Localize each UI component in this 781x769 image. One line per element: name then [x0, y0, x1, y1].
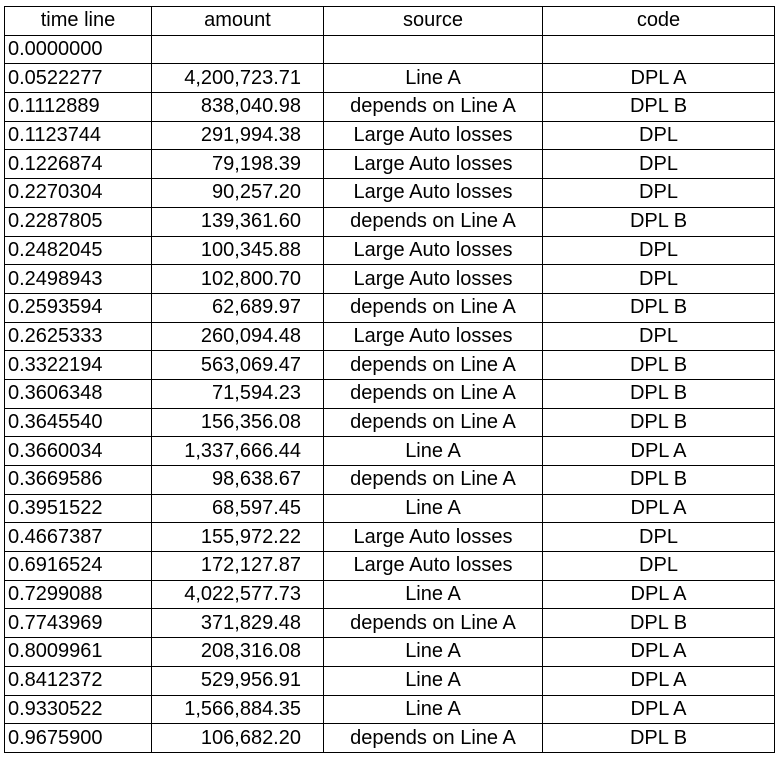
cell-amount: 1,566,884.35	[152, 695, 324, 724]
cell-time-line: 0.2287805	[5, 207, 152, 236]
cell-amount: 90,257.20	[152, 179, 324, 208]
table-row	[5, 466, 775, 495]
cell-amount: 838,040.98	[152, 93, 324, 122]
cell-amount: 1,337,666.44	[152, 437, 324, 466]
table-row	[5, 322, 775, 351]
cell-amount: 529,956.91	[152, 666, 324, 695]
cell-source: Line A	[324, 64, 543, 93]
cell-code: DPL B	[543, 609, 775, 638]
cell-source: Large Auto losses	[324, 236, 543, 265]
cell-time-line: 0.2593594	[5, 293, 152, 322]
header-code: code	[543, 7, 775, 36]
cell-source: Large Auto losses	[324, 552, 543, 581]
cell-source: depends on Line A	[324, 351, 543, 380]
cell-code: DPL B	[543, 207, 775, 236]
table-row	[5, 638, 775, 667]
cell-code: DPL A	[543, 437, 775, 466]
header-time-line: time line	[5, 7, 152, 36]
cell-amount: 4,022,577.73	[152, 580, 324, 609]
cell-source: depends on Line A	[324, 379, 543, 408]
cell-code: DPL	[543, 265, 775, 294]
data-table	[4, 6, 775, 753]
cell-code: DPL B	[543, 466, 775, 495]
cell-amount: 156,356.08	[152, 408, 324, 437]
cell-source: Line A	[324, 437, 543, 466]
table-row	[5, 408, 775, 437]
cell-amount: 291,994.38	[152, 121, 324, 150]
cell-amount	[152, 35, 324, 64]
cell-code: DPL B	[543, 379, 775, 408]
cell-source: Large Auto losses	[324, 322, 543, 351]
table-row	[5, 293, 775, 322]
cell-source: depends on Line A	[324, 609, 543, 638]
cell-time-line: 0.9675900	[5, 724, 152, 753]
cell-time-line: 0.1226874	[5, 150, 152, 179]
table-row	[5, 379, 775, 408]
cell-code: DPL A	[543, 666, 775, 695]
cell-amount: 102,800.70	[152, 265, 324, 294]
table-row	[5, 150, 775, 179]
cell-source: Large Auto losses	[324, 150, 543, 179]
cell-code: DPL	[543, 121, 775, 150]
table-row	[5, 494, 775, 523]
cell-time-line: 0.0522277	[5, 64, 152, 93]
cell-code: DPL B	[543, 408, 775, 437]
cell-amount: 100,345.88	[152, 236, 324, 265]
cell-code: DPL	[543, 179, 775, 208]
cell-amount: 139,361.60	[152, 207, 324, 236]
table-row	[5, 695, 775, 724]
table-row	[5, 93, 775, 122]
cell-time-line: 0.7743969	[5, 609, 152, 638]
header-source: source	[324, 7, 543, 36]
table-row	[5, 121, 775, 150]
data-table-container	[4, 6, 775, 753]
cell-time-line: 0.3669586	[5, 466, 152, 495]
cell-code: DPL	[543, 322, 775, 351]
cell-time-line: 0.2625333	[5, 322, 152, 351]
cell-amount: 208,316.08	[152, 638, 324, 667]
cell-time-line: 0.3322194	[5, 351, 152, 380]
table-row	[5, 179, 775, 208]
cell-code: DPL A	[543, 64, 775, 93]
cell-amount: 79,198.39	[152, 150, 324, 179]
cell-amount: 260,094.48	[152, 322, 324, 351]
cell-amount: 106,682.20	[152, 724, 324, 753]
cell-code: DPL A	[543, 494, 775, 523]
cell-source	[324, 35, 543, 64]
cell-code: DPL	[543, 236, 775, 265]
table-row	[5, 207, 775, 236]
cell-time-line: 0.2270304	[5, 179, 152, 208]
cell-source: depends on Line A	[324, 93, 543, 122]
table-row	[5, 552, 775, 581]
cell-source: Large Auto losses	[324, 523, 543, 552]
cell-code: DPL A	[543, 638, 775, 667]
cell-amount: 371,829.48	[152, 609, 324, 638]
cell-source: depends on Line A	[324, 724, 543, 753]
cell-amount: 563,069.47	[152, 351, 324, 380]
cell-time-line: 0.1112889	[5, 93, 152, 122]
cell-source: Line A	[324, 494, 543, 523]
cell-code: DPL B	[543, 293, 775, 322]
cell-source: Large Auto losses	[324, 265, 543, 294]
header-amount: amount	[152, 7, 324, 36]
cell-code: DPL	[543, 150, 775, 179]
table-row	[5, 580, 775, 609]
table-row	[5, 265, 775, 294]
cell-time-line: 0.3951522	[5, 494, 152, 523]
cell-time-line: 0.3645540	[5, 408, 152, 437]
cell-time-line: 0.8009961	[5, 638, 152, 667]
table-row	[5, 35, 775, 64]
cell-code: DPL A	[543, 695, 775, 724]
cell-source: depends on Line A	[324, 408, 543, 437]
table-row	[5, 437, 775, 466]
cell-source: Line A	[324, 695, 543, 724]
header-row	[5, 7, 775, 36]
table-row	[5, 236, 775, 265]
table-row	[5, 724, 775, 753]
cell-source: Line A	[324, 666, 543, 695]
table-body	[5, 35, 775, 752]
table-row	[5, 351, 775, 380]
cell-code: DPL B	[543, 93, 775, 122]
table-row	[5, 609, 775, 638]
cell-time-line: 0.7299088	[5, 580, 152, 609]
cell-time-line: 0.2498943	[5, 265, 152, 294]
cell-amount: 98,638.67	[152, 466, 324, 495]
cell-source: Large Auto losses	[324, 121, 543, 150]
cell-time-line: 0.9330522	[5, 695, 152, 724]
cell-time-line: 0.6916524	[5, 552, 152, 581]
cell-time-line: 0.4667387	[5, 523, 152, 552]
cell-source: depends on Line A	[324, 466, 543, 495]
cell-time-line: 0.1123744	[5, 121, 152, 150]
cell-time-line: 0.0000000	[5, 35, 152, 64]
cell-code	[543, 35, 775, 64]
cell-code: DPL B	[543, 351, 775, 380]
cell-source: Line A	[324, 580, 543, 609]
cell-code: DPL A	[543, 580, 775, 609]
cell-time-line: 0.2482045	[5, 236, 152, 265]
cell-source: depends on Line A	[324, 207, 543, 236]
cell-time-line: 0.3660034	[5, 437, 152, 466]
cell-code: DPL	[543, 552, 775, 581]
cell-amount: 155,972.22	[152, 523, 324, 552]
cell-time-line: 0.3606348	[5, 379, 152, 408]
cell-source: Large Auto losses	[324, 179, 543, 208]
table-header	[5, 7, 775, 36]
cell-amount: 68,597.45	[152, 494, 324, 523]
cell-time-line: 0.8412372	[5, 666, 152, 695]
table-row	[5, 666, 775, 695]
cell-code: DPL	[543, 523, 775, 552]
cell-amount: 71,594.23	[152, 379, 324, 408]
cell-amount: 172,127.87	[152, 552, 324, 581]
cell-amount: 62,689.97	[152, 293, 324, 322]
cell-amount: 4,200,723.71	[152, 64, 324, 93]
cell-source: depends on Line A	[324, 293, 543, 322]
cell-code: DPL B	[543, 724, 775, 753]
table-row	[5, 64, 775, 93]
table-row	[5, 523, 775, 552]
cell-source: Line A	[324, 638, 543, 667]
